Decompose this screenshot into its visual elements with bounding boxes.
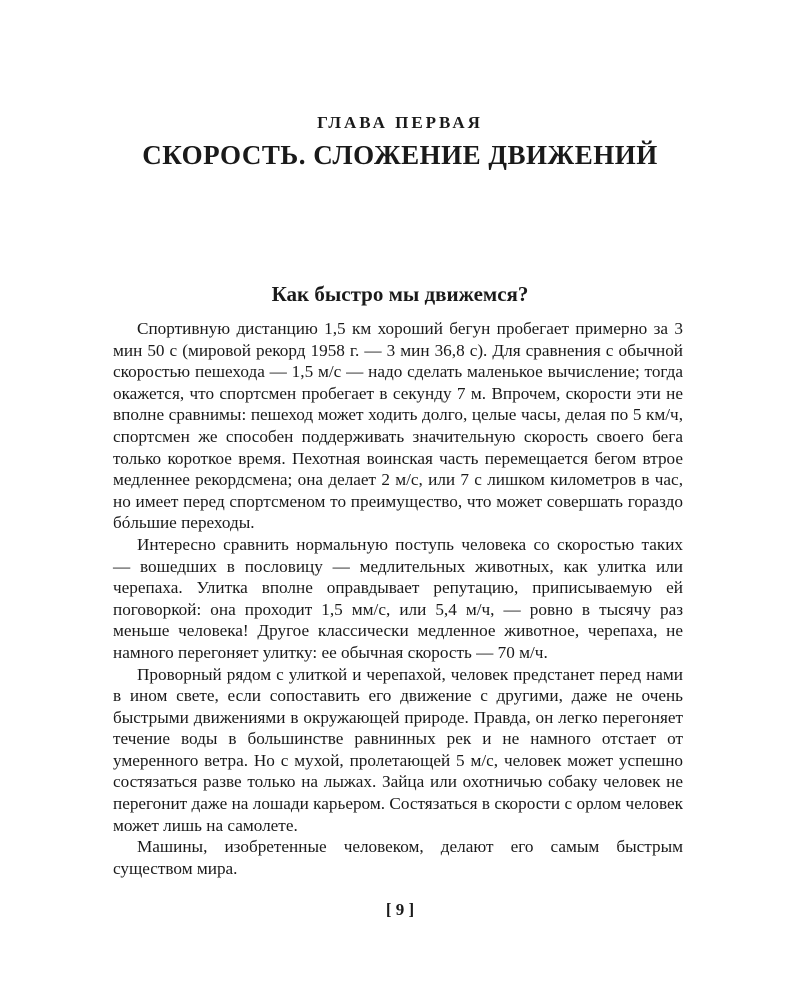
paragraph: Интересно сравнить нормальную поступь человека со скоростью таких — вошедших в пословицу — медлительных животных, как улитка или черепаха. Улитка вполне оправдывает репутацию, приписываемую ей поговоркой: она проходит 1,5 мм/с, или 5,4 м/ч, — ровно в тысячу раз меньше человека! Другое классически медленное животное, черепаха, не намного перегоняет улитку: ее обычная скорость — 70 м/ч. xyxy=(113,534,683,662)
section-title: Как быстро мы движемся? xyxy=(271,282,529,306)
paragraph: Проворный рядом с улиткой и черепахой, человек предстанет перед нами в ином свете, если сопоставить его движение с другими, даже не очень быстрыми движениями в окружающей природе. Правда, он легко перегоняет течение воды в большинстве равнинных рек и не намного отстает от умеренного ветра. Но с мухой, пролетающей 5 м/с, человек может успешно состязаться разве только на лыжах. Зайца или охотничью собаку человек не перегонит даже на лошади карьером. Состязаться в скорости с орлом человек может лишь на самолете. xyxy=(113,664,683,835)
body-text xyxy=(113,318,683,879)
chapter-label: ГЛАВА ПЕРВАЯ xyxy=(317,113,483,132)
paragraph: Спортивную дистанцию 1,5 км хороший бегун пробегает примерно за 3 мин 50 с (мировой рекорд 1958 г. — 3 мин 36,8 с). Для сравнения с обычной скоростью пешехода — 1,5 м/с — надо сделать маленькое вычисление; тогда окажется, что спортсмен пробегает в секунду 7 м. Впрочем, скорости эти не вполне сравнимы: пешеход может ходить долго, целые часы, делая по 5 км/ч, спортсмен же способен поддерживать значительную скорость своего бега только короткое время. Пехотная воинская часть перемещается бегом втрое медленнее рекордсмена; она делает 2 м/с, или 7 с лишком километров в час, но имеет перед спортсменом то преимущество, что может совершать гораздо бóльшие переходы. xyxy=(113,319,683,533)
page-number: [ 9 ] xyxy=(385,900,415,919)
chapter-title: СКОРОСТЬ. СЛОЖЕНИЕ ДВИЖЕНИЙ xyxy=(142,140,658,170)
paragraph: Машины, изобретенные человеком, делают его самым быстрым существом мира. xyxy=(113,837,683,878)
